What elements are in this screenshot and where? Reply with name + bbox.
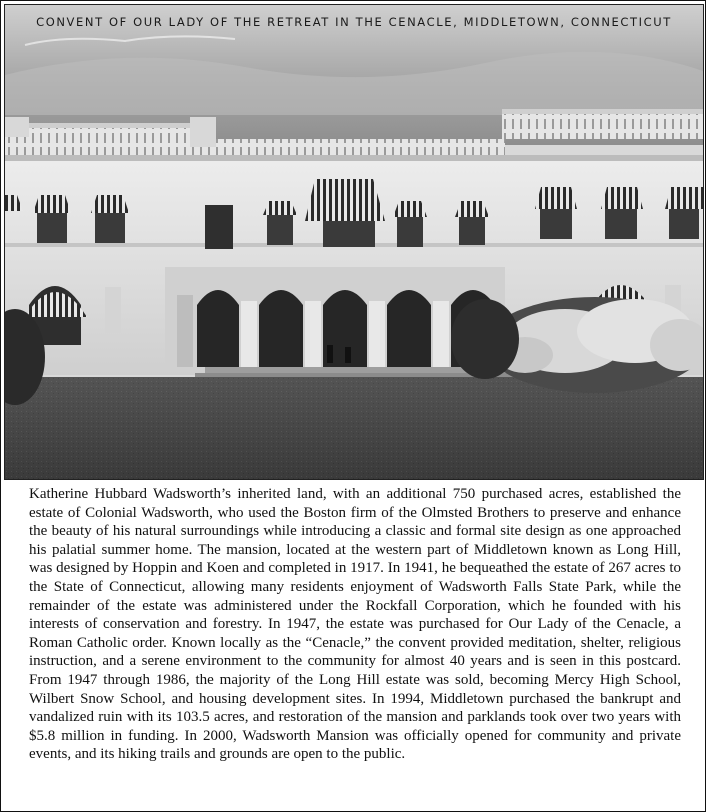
postcard-title: CONVENT OF OUR LADY OF THE RETREAT IN THE CENACLE, MIDDLETOWN, CONNECTICUT <box>36 15 672 29</box>
caption-paragraph: Katherine Hubbard Wadsworth’s inherited land, with an additional 750 purchased acres, established the estate of Colonial Wadsworth, who used the Boston firm of the Olmsted Brothers to preserve and enhance the beauty of his natural surroundings while introducing a classic and formal site design as one approached his palatial summer home. The mansion, located at the western part of Middletown known as Long Hill, was designed by Hoppin and Koen and completed in 1917. In 1941, he bequeathed the estate of 267 acres to the State of Connecticut, allowing many residents enjoyment of Wadsworth Falls State Park, while the remainder of the estate was administered under the Rockfall Corporation, which he founded with his interests of conservation and forestry. In 1947, the estate was purchased for Our Lady of the Cenacle, a Roman Catholic order. Known locally as the “Cenacle,” the convent provided meditation, shelter, religious instruction, and a serene environment to the community for almost 40 years and is seen in this postcard. From 1947 through 1986, the majority of the Long Hill estate was sold, becoming Mercy High School, Wilbert Snow School, and housing development sites. In 1994, Middletown purchased the bankrupt and vandalized ruin with its 103.5 acres, and restoration of the mansion and parklands took over two years with $5.8 million in funding. In 2000, Wadsworth Mansion was officially opened for community and private events, and its hiking trails and grounds are open to the public. <box>29 486 681 763</box>
postcard-image <box>4 4 704 480</box>
mansion-illustration <box>5 5 703 479</box>
